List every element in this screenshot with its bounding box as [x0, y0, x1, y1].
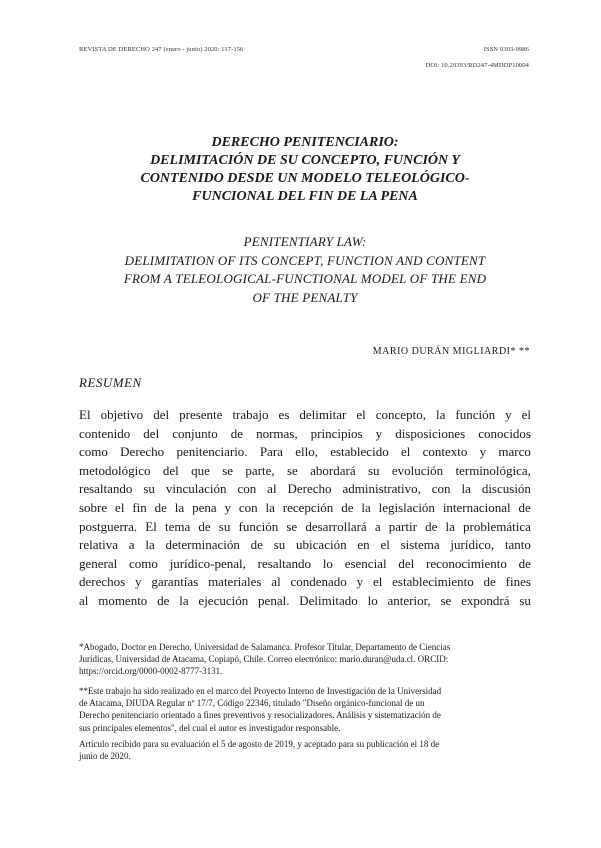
abstract-word: contexto [422, 444, 468, 460]
abstract-line [79, 536, 531, 555]
abstract-word: el [115, 499, 125, 515]
footnote-author [79, 641, 531, 678]
abstract-word: general [79, 555, 118, 571]
abstract-word: abordará [310, 462, 356, 478]
footnote-line: **Este trabajo ha sido realizado en el marco del Proyecto Interno de Investigación de la Universidad [79, 686, 442, 696]
abstract-word: el [356, 407, 366, 422]
abstract-body [79, 406, 531, 611]
abstract-word: el [372, 574, 383, 590]
abstract-word: la [145, 537, 155, 553]
abstract-line [79, 499, 531, 518]
abstract-word: del [398, 555, 415, 571]
abstract-word: la [361, 499, 371, 515]
abstract-word: de [157, 592, 170, 608]
abstract-word: el [380, 537, 390, 553]
abstract-word: garantías [151, 574, 199, 590]
doi-link[interactable]: DOI: 10.29393/RD247-4MDDP10004 [425, 62, 529, 69]
footnote-line: junio de 2020. [79, 751, 131, 762]
abstract-word: su [273, 537, 286, 553]
abstract-word: la [179, 592, 189, 608]
abstract-word: El [145, 518, 157, 534]
abstract-word: función [455, 407, 496, 422]
abstract-word: el [400, 444, 411, 460]
abstract-word: penitenciario. [176, 444, 248, 460]
abstract-word: delimitar [299, 407, 347, 422]
abstract-word: vinculación [165, 481, 227, 497]
abstract-word: recepción [282, 499, 334, 515]
abstract-word: ubicación [296, 537, 347, 553]
abstract-word: establecimiento [392, 574, 474, 590]
abstract-word: y [356, 574, 364, 590]
abstract-word: postguerra. [79, 518, 138, 534]
abstract-line [79, 462, 531, 481]
abstract-word: de [154, 499, 167, 515]
abstract-word: reconocimiento [426, 555, 507, 571]
abstract-word: problemática [463, 518, 531, 534]
abstract-word: y [224, 499, 231, 515]
abstract-word: condenado [290, 574, 347, 590]
abstract-word: tema [164, 518, 191, 534]
abstract-line [79, 443, 531, 462]
abstract-word: marco [498, 444, 531, 460]
abstract-word: Derecho [120, 444, 165, 460]
abstract-word: conocidos [478, 425, 531, 441]
abstract-word: Derecho [287, 481, 332, 497]
abstract-line [79, 573, 531, 592]
issn: ISSN 0303-9986 [483, 46, 529, 53]
footnote-line: Derecho penitenciario orientado a fines preventivos y resocializadores. Análisis y sistematización de [79, 710, 441, 721]
abstract-word: al [267, 481, 277, 497]
abstract-word: su [143, 481, 155, 497]
abstract-word: su [218, 518, 231, 534]
footnote-line: de Atacama, DIUDA Regular nº 17/7, Código 22346, titulado "Diseño orgánico-funcional de un [79, 698, 425, 709]
abstract-line [79, 406, 531, 425]
abstract-word: es [278, 407, 290, 422]
abstract-word: de [341, 499, 354, 515]
abstract-word: su [367, 462, 380, 478]
abstract-word: disposiciones [395, 425, 466, 441]
title-english [79, 233, 531, 307]
abstract-word: de [198, 518, 211, 534]
abstract-word: expondrá [461, 592, 510, 608]
journal-header: REVISTA DE DERECHO 247 (enero - junio) 2020: 117-156 [79, 46, 244, 53]
abstract-word: fin [132, 499, 147, 515]
abstract-word: desarrollará [305, 518, 367, 534]
abstract-word: a [128, 537, 135, 553]
abstract-word: legislación [378, 499, 435, 515]
abstract-word: a [374, 518, 381, 534]
abstract-word: de [425, 518, 438, 534]
abstract-word: en [357, 537, 370, 553]
abstract-word: que [191, 462, 210, 478]
abstract-word: metodológico [79, 462, 151, 478]
abstract-word: parte, [245, 462, 275, 478]
abstract-word: de [518, 555, 531, 571]
abstract-word: de [483, 574, 496, 590]
footnote-project [79, 685, 531, 734]
abstract-word: partir [388, 518, 417, 534]
title-en-line: DELIMITATION OF ITS CONCEPT, FUNCTION AND CONTENT [124, 252, 486, 268]
title-es-line: DELIMITACIÓN DE SU CONCEPTO, FUNCIÓN Y [150, 153, 460, 168]
abstract-line [79, 480, 531, 499]
footnote-line[interactable]: https://orcid.org/0000-0002-8777-3131. [79, 666, 223, 677]
abstract-word: esencial [344, 555, 387, 571]
abstract-word: se [286, 518, 298, 534]
abstract-word: terminológica, [455, 462, 531, 478]
title-es-line: FUNCIONAL DEL FIN DE LA PENA [192, 189, 418, 204]
abstract-word: y [505, 407, 512, 422]
title-en-line: PENITENTIARY LAW: [243, 234, 367, 249]
abstract-word: la [445, 518, 455, 534]
abstract-word: y [375, 425, 383, 441]
title-es-line: CONTENIDO DESDE UN MODELO TELEOLÓGICO- [140, 171, 470, 186]
abstract-word: con [238, 499, 258, 515]
abstract-word: establecido [330, 444, 389, 460]
abstract-word: al [271, 574, 281, 590]
abstract-word: pena [192, 499, 217, 515]
abstract-word: de [230, 425, 244, 441]
abstract-word: El [79, 407, 91, 422]
abstract-word: derechos [79, 574, 126, 590]
abstract-word: se [286, 462, 298, 478]
footnote-line: Artículo recibido para su evaluación el 5 de agosto de 2019, y aceptado para su publicación el 18 de [79, 739, 440, 749]
abstract-word: normas, [256, 425, 298, 441]
abstract-word: resaltando [257, 555, 312, 571]
abstract-word: de [250, 537, 263, 553]
title-es-line: DERECHO PENITENCIARIO: [211, 135, 399, 150]
abstract-line [79, 425, 531, 444]
title-en-line: OF THE PENALTY [252, 289, 358, 305]
abstract-word: función [238, 518, 279, 534]
author-name: MARIO DURÁN MIGLIARDI* ** [372, 346, 530, 357]
abstract-line [79, 555, 531, 574]
abstract-word: sobre [79, 499, 108, 515]
abstract-word: se [222, 462, 234, 478]
abstract-word: lo [367, 592, 378, 608]
footnote-dates [79, 738, 531, 762]
abstract-word: del [143, 425, 160, 441]
abstract-word: presente [179, 407, 223, 422]
abstract-word: y [135, 574, 142, 590]
footnote-line: *Abogado, Doctor en Derecho, Universidad de Salamanca. Profesor Titular, Departamento de Ciencias [79, 642, 451, 652]
abstract-word: Para [259, 444, 283, 460]
abstract-word: jurídico-penal, [169, 555, 246, 571]
abstract-word: conjunto [172, 425, 218, 441]
abstract-word: la [461, 481, 471, 497]
abstract-word: con [237, 481, 257, 497]
abstract-word: contenido [79, 425, 131, 441]
abstract-word: tanto [504, 537, 531, 553]
abstract-word: del [153, 407, 170, 422]
abstract-word: se [440, 592, 452, 608]
abstract-word: trabajo [232, 407, 269, 422]
abstract-word: ejecución [198, 592, 249, 608]
abstract-line [79, 592, 531, 611]
abstract-word: Delimitado [299, 592, 358, 608]
abstract-word: administrativo, [342, 481, 421, 497]
abstract-word: al [79, 592, 89, 608]
abstract-heading: RESUMEN [79, 375, 142, 390]
abstract-word: determinación [165, 537, 240, 553]
abstract-word: momento [98, 592, 148, 608]
footnote-line: sus principales elementos", del cual el autor es investigador responsable. [79, 722, 341, 733]
abstract-word: resaltando [79, 481, 133, 497]
abstract-word: lo [322, 555, 333, 571]
abstract-word: y [479, 444, 487, 460]
footnote-line: Jurídicas, Universidad de Atacama, Copiapó, Chile. Correo electrónico: mario.duran@uda.cl. ORCID: [79, 654, 449, 665]
abstract-word: penal. [258, 592, 290, 608]
abstract-word: la [265, 499, 275, 515]
abstract-word: con [431, 481, 451, 497]
abstract-word: como [129, 555, 158, 571]
title-spanish [79, 134, 531, 206]
abstract-word: concepto, [375, 407, 426, 422]
abstract-word: la [174, 499, 185, 515]
abstract-word: fines [505, 574, 531, 590]
abstract-word: evolución [391, 462, 444, 478]
abstract-line [79, 518, 531, 537]
abstract-word: ello, [295, 444, 318, 460]
abstract-word: discusión [481, 481, 531, 497]
abstract-word: de [518, 499, 531, 515]
abstract-word: objetivo [100, 407, 144, 422]
abstract-word: anterior, [387, 592, 431, 608]
title-en-line: FROM A TELEOLOGICAL-FUNCTIONAL MODEL OF THE END [123, 271, 487, 286]
abstract-word: como [79, 444, 108, 460]
abstract-word: principios [310, 425, 363, 441]
abstract-word: jurídico, [450, 537, 495, 553]
abstract-word: sistema [400, 537, 440, 553]
abstract-word: relativa [79, 537, 118, 553]
abstract-word: internacional [442, 499, 511, 515]
abstract-word: su [519, 592, 531, 608]
abstract-word: el [521, 407, 531, 422]
abstract-word: del [162, 462, 179, 478]
abstract-word: materiales [208, 574, 262, 590]
abstract-word: la [435, 407, 446, 422]
